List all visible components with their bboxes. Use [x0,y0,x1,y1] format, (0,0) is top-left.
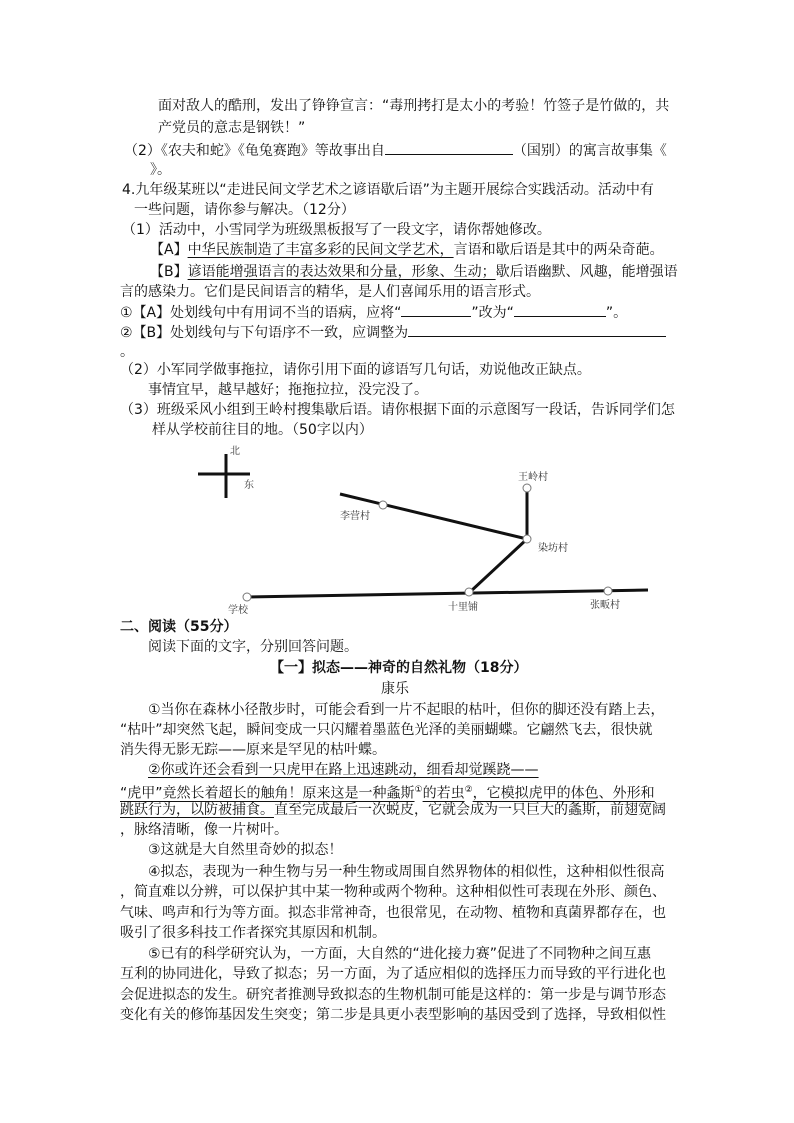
passage-a-rest: 言语和歇后语是其中的两朵奇葩。 [453,242,664,258]
para-2-line-2-b: 的若虫 [422,785,465,802]
q4-part3-prompt-2: 样从学校前往目的地。（50字以内） [152,422,373,438]
correct-word-blank[interactable] [514,302,606,317]
correction-1-text: ①【A】处划线句中有用词不当的语病，应将“ [120,305,402,321]
q4-intro-line-1: 4.九年级某班以“走进民间文学艺术之谚语歇后语”为主题开展综合实践活动。活动中有 [122,182,654,198]
q3-part2-text: （2）《农夫和蛇》《龟兔赛跑》等故事出自 [124,143,385,159]
school-node [243,593,251,601]
correction-2-text: ②【B】处划线句与下句语序不一致，应调整为 [120,325,409,341]
q4-correction-2 [120,322,666,343]
passage-b-underlined: 谚语能增强语言的表达效果和分量，形象、生动； [187,264,496,280]
article-title: 【一】拟态——神奇的自然礼物（18分） [270,660,528,676]
q3-part2-line [124,140,667,161]
para-2-line-2-a: “虎甲”竟然长着超长的触角！原来这是一种螽斯 [120,785,415,802]
q4-part1-prompt: （1）活动中，小雪同学为班级黑板报写了一段文字，请你帮她修改。 [122,222,551,238]
para-2-line-3-underlined: 跳跃行为，以防被捕食。 [120,802,274,818]
correction-1-text-2: ”改为“ [471,305,514,321]
map-label-shilipu: 十里铺 [448,602,478,613]
shilipu-node [465,588,473,596]
para-2-line-3-rest: 直至完成最后一次蜕皮，它就会成为一只巨大的螽斯，前翅宽阔 [274,802,666,818]
para-5-line-2: 互利的协同进化，导致了拟态；另一方面，为了适应相似的选择压力而导致的平行进化也 [120,966,666,982]
ranfang-node [523,535,531,543]
wangling-node [523,484,531,492]
para-1-line-2: “枯叶”却突然飞起，瞬间变成一只闪耀着墨蓝色光泽的美丽蝴蝶。它翩然飞去，很快就 [120,722,653,738]
q4-passage-a [150,240,664,260]
para-2-line-3 [120,800,666,820]
road-ranfang-shilipu [470,539,527,592]
para-5-line-4: 变化有关的修饰基因发生突变；第二步是具更小表型影响的基因受到了选择，导致相似性 [120,1007,666,1023]
q3-text-line-1: 面对敌人的酷刑，发出了铮铮宣言：“毒刑拷打是太小的考验！竹签子是竹做的，共 [158,98,670,114]
q4-passage-b [150,262,678,282]
liying-node [379,501,387,509]
para-1-line-1: ①当你在森林小径散步时，可能会看到一片不起眼的枯叶，但你的脚还没有踏上去， [148,702,665,718]
q4-proverb: 事情宜早，越早越好；拖拖拉拉，没完没了。 [148,382,428,398]
q3-part2-end: 》。 [150,162,171,178]
article-author: 康乐 [381,681,409,697]
map-label-zhangfan: 张畈村 [590,600,620,611]
para-5-line-1: ⑤已有的科学研究认为，一方面，大自然的“进化接力赛”促进了不同物种之间互惠 [148,946,652,962]
footnote-mark-2[interactable]: ② [464,785,473,795]
para-5-line-3: 会促进拟态的发生。研究者推测导致拟态的生物机制可能是这样的：第一步是与调节形态 [120,987,666,1003]
section-2-instruction: 阅读下面的文字，分别回答问题。 [148,639,358,655]
passage-b-tag: 【B】 [150,264,188,280]
para-3: ③这就是大自然里奇妙的拟态！ [148,842,343,858]
para-4-line-2: ，简直难以分辨，可以保护其中某一物种或两个物种。这种相似性可表现在外形、颜色、 [120,884,666,900]
passage-b-rest: 歇后语幽默、风趣，能增强语 [495,264,678,280]
map-label-ranfang: 染坊村 [538,543,568,554]
q3-text-line-2: 产党员的意志是钢铁！” [158,120,306,136]
wrong-word-blank[interactable] [401,302,471,317]
compass-icon [198,454,250,498]
para-2-line-4: ，脉络清晰，像一片树叶。 [120,822,288,838]
q3-part2-text-2: （国别）的寓言故事集《 [512,143,667,159]
q4-correction-1 [120,302,627,323]
para-4-line-3: 气味、鸣声和行为等方面。拟态非常神奇，也很常见，在动物、植物和真菌界都存在，也 [120,905,666,921]
zhangfan-node [604,587,612,595]
passage-a-underlined: 中华民族制造了丰富多彩的民间文学艺术， [187,242,454,258]
q4-correction-2-end: 。 [120,344,134,360]
route-map [190,440,660,620]
map-label-liying: 李营村 [340,511,370,522]
q4-passage-b-line-2: 言的感染力。它们是民间语言的精华，是人们喜闻乐用的语言形式。 [120,284,540,300]
passage-a-tag: 【A】 [150,242,188,258]
q4-part3-prompt-1: （3）班级采风小组到王岭村搜集歇后语。请你根据下面的示意图写一段话，告诉同学们怎 [120,402,675,418]
compass-east-label: 东 [244,480,254,491]
para-4-line-4: 吸引了很多科技工作者探究其原因和机制。 [120,925,386,941]
map-label-school: 学校 [228,605,248,616]
correction-1-text-3: ”。 [605,305,628,321]
map-label-wangling: 王岭村 [518,472,548,483]
footnote-mark-1[interactable]: ① [414,785,423,795]
para-2-line-2-c: ，它模拟虎甲的体色、外形和 [472,785,655,802]
para-2-line-1: ②你或许还会看到一只虎甲在路上迅速跳动，细看却觉蹊跷—— [148,762,539,778]
reorder-answer-blank[interactable] [408,322,666,337]
para-4-line-1: ④拟态，表现为一种生物与另一种生物或周围自然界物体的相似性，这种相似性很高 [148,864,665,880]
q3-country-blank[interactable] [385,140,513,155]
main-road [247,590,648,597]
q4-part2-prompt: （2）小军同学做事拖拉，请你引用下面的谚语写几句话，劝说他改正缺点。 [120,362,591,378]
section-2-heading: 二、阅读（55分） [120,619,238,635]
para-1-line-3: 消失得无影无踪——原来是罕见的枯叶蝶。 [120,742,386,758]
q4-intro-line-2: 一些问题，请你参与解决。（12分） [134,202,355,218]
compass-north-label: 北 [230,446,240,457]
